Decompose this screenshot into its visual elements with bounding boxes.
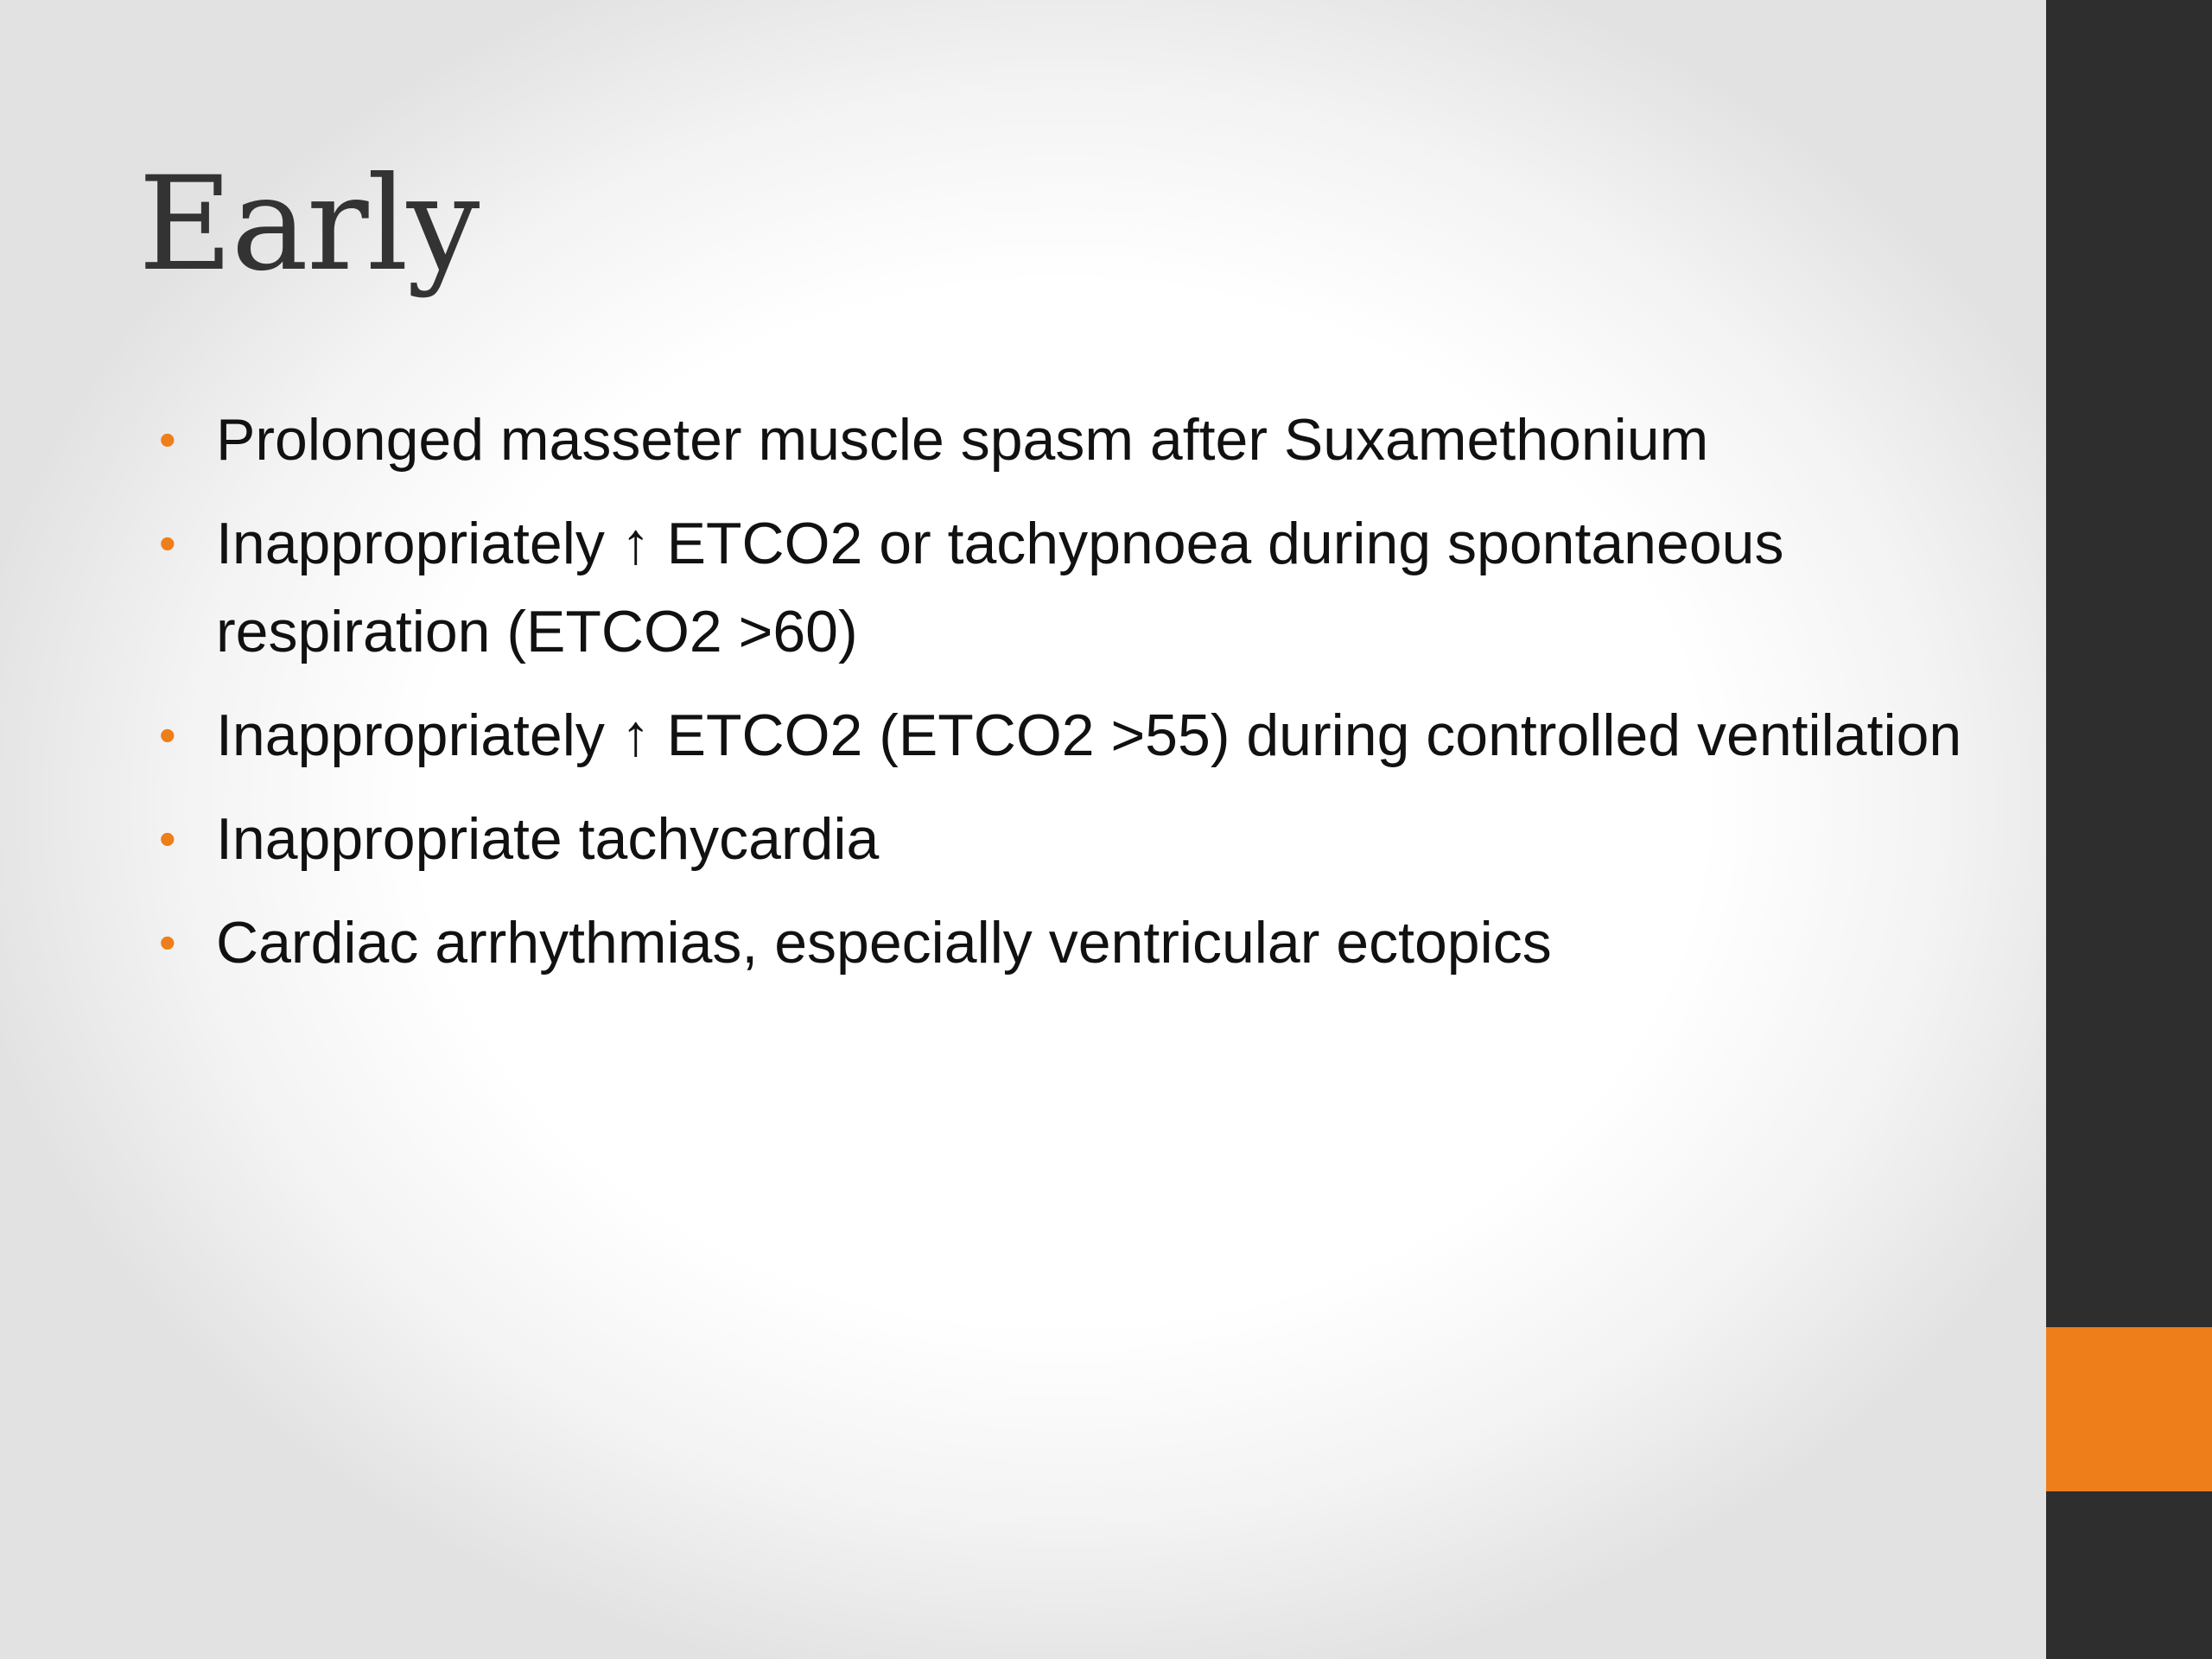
bullet-text: Inappropriately ↑ ETCO2 (ETCO2 >55) during controlled ventilation (216, 702, 1962, 768)
bullet-dot-icon: • (159, 811, 176, 866)
bullet-dot-icon: • (159, 412, 176, 467)
bullet-text: Inappropriately ↑ ETCO2 or tachypnoea during spontaneous respiration (ETCO2 >60) (216, 511, 1784, 664)
bullet-item (159, 691, 1965, 779)
bullet-text: Prolonged masseter muscle spasm after Suxamethonium (216, 407, 1709, 473)
bullet-list (159, 396, 1965, 1002)
bullet-text: Cardiac arrhythmias, especially ventricular ectopics (216, 910, 1552, 976)
bullet-item (159, 396, 1965, 484)
bullet-item (159, 795, 1965, 883)
bullet-text: Inappropriate tachycardia (216, 806, 880, 872)
bullet-dot-icon: • (159, 516, 176, 570)
theme-accent-block (2046, 1327, 2212, 1491)
bullet-item (159, 499, 1965, 676)
slide-title: Early (138, 149, 479, 300)
bullet-dot-icon: • (159, 915, 176, 969)
bullet-dot-icon: • (159, 708, 176, 762)
bullet-item (159, 899, 1965, 987)
